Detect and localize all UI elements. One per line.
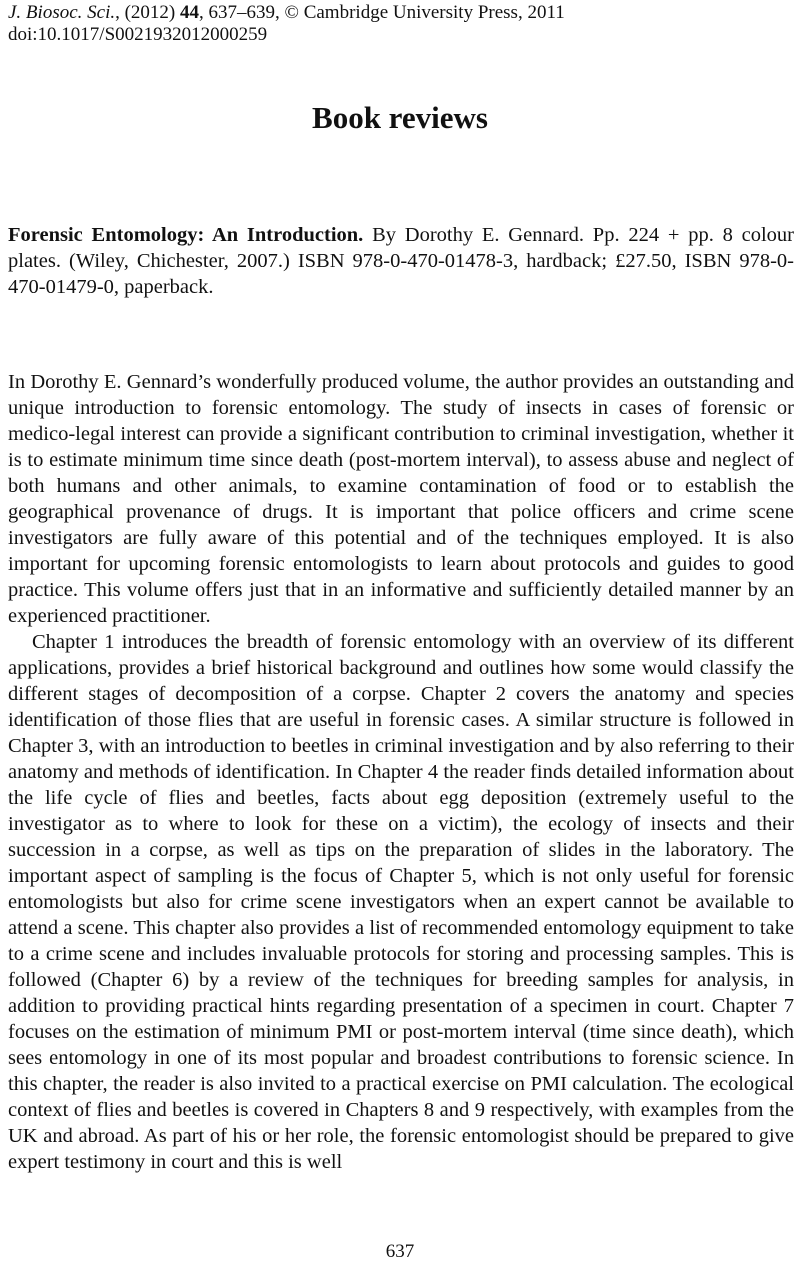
book-title: Forensic Entomology: An Introduction. <box>8 224 364 246</box>
journal-name: J. Biosoc. Sci. <box>8 2 116 23</box>
doi: doi:10.1017/S0021932012000259 <box>8 24 268 45</box>
page-title: Book reviews <box>312 100 488 135</box>
paragraph-1: In Dorothy E. Gennard’s wonderfully produced volume, the author provides an outstanding and unique introduction to forensic entomology. The study of insects in cases of forensic or medico-legal interest can provide a significant contribution to criminal investigation, whether it is to estimate minimum time since death (post-mortem interval), to assess abuse and neglect of both humans and other animals, to examine contamination of food or to establish the geographical provenance of drugs. It is important that police officers and crime scene investigators are fully aware of this potential and of the techniques employed. It is also important for upcoming forensic entomologists to learn about protocols and guides to good practice. This volume offers just that in an informative and sufficiently detailed manner by an experienced practitioner. <box>8 371 794 627</box>
running-header <box>8 2 565 46</box>
book-citation <box>8 222 794 300</box>
page-number: 637 <box>385 1241 415 1262</box>
journal-year: , (2012) <box>115 2 181 23</box>
book-details: By Dorothy E. Gennard. Pp. 224 + pp. 8 colour plates. (Wiley, Chichester, 2007.) ISBN 978-0-470-01478-3, hardback; £27.50, ISBN 978-0-470-01479-0, paperback. <box>8 224 794 298</box>
journal-volume: 44 <box>180 2 200 23</box>
paragraph-2: Chapter 1 introduces the breadth of forensic entomology with an overview of its different applications, provides a brief historical background and outlines how some would classify the different stages of decomposition of a corpse. Chapter 2 covers the anatomy and species identification of those flies that are useful in forensic cases. A similar structure is followed in Chapter 3, with an introduction to beetles in criminal investigation and by also referring to their anatomy and methods of identification. In Chapter 4 the reader finds detailed information about the life cycle of flies and beetles, facts about egg deposition (extremely useful to the investigator as to where to look for these on a victim), the ecology of insects and their succession in a corpse, as well as tips on the preparation of slides in the laboratory. The important aspect of sampling is the focus of Chapter 5, which is not only useful for forensic entomologists but also for crime scene investigators when an expert cannot be available to attend a scene. This chapter also provides a list of recommended entomology equipment to take to a crime scene and includes invaluable protocols for storing and processing samples. This is followed (Chapter 6) by a review of the techniques for breeding samples for analysis, in addition to providing practical hints regarding presentation of a specimen in court. Chapter 7 focuses on the estimation of minimum PMI or post-mortem interval (time since death), which sees entomology in one of its most popular and broadest contributions to forensic science. In this chapter, the reader is also invited to a practical exercise on PMI calculation. The ecological context of flies and beetles is covered in Chapters 8 and 9 respectively, with examples from the UK and abroad. As part of his or her role, the forensic entomologist should be prepared to give expert testimony in court and this is well <box>8 631 794 1173</box>
journal-pages-copyright: , 637–639, © Cambridge University Press, 2011 <box>199 2 565 23</box>
review-body <box>8 369 794 1175</box>
journal-citation-line <box>8 2 565 24</box>
